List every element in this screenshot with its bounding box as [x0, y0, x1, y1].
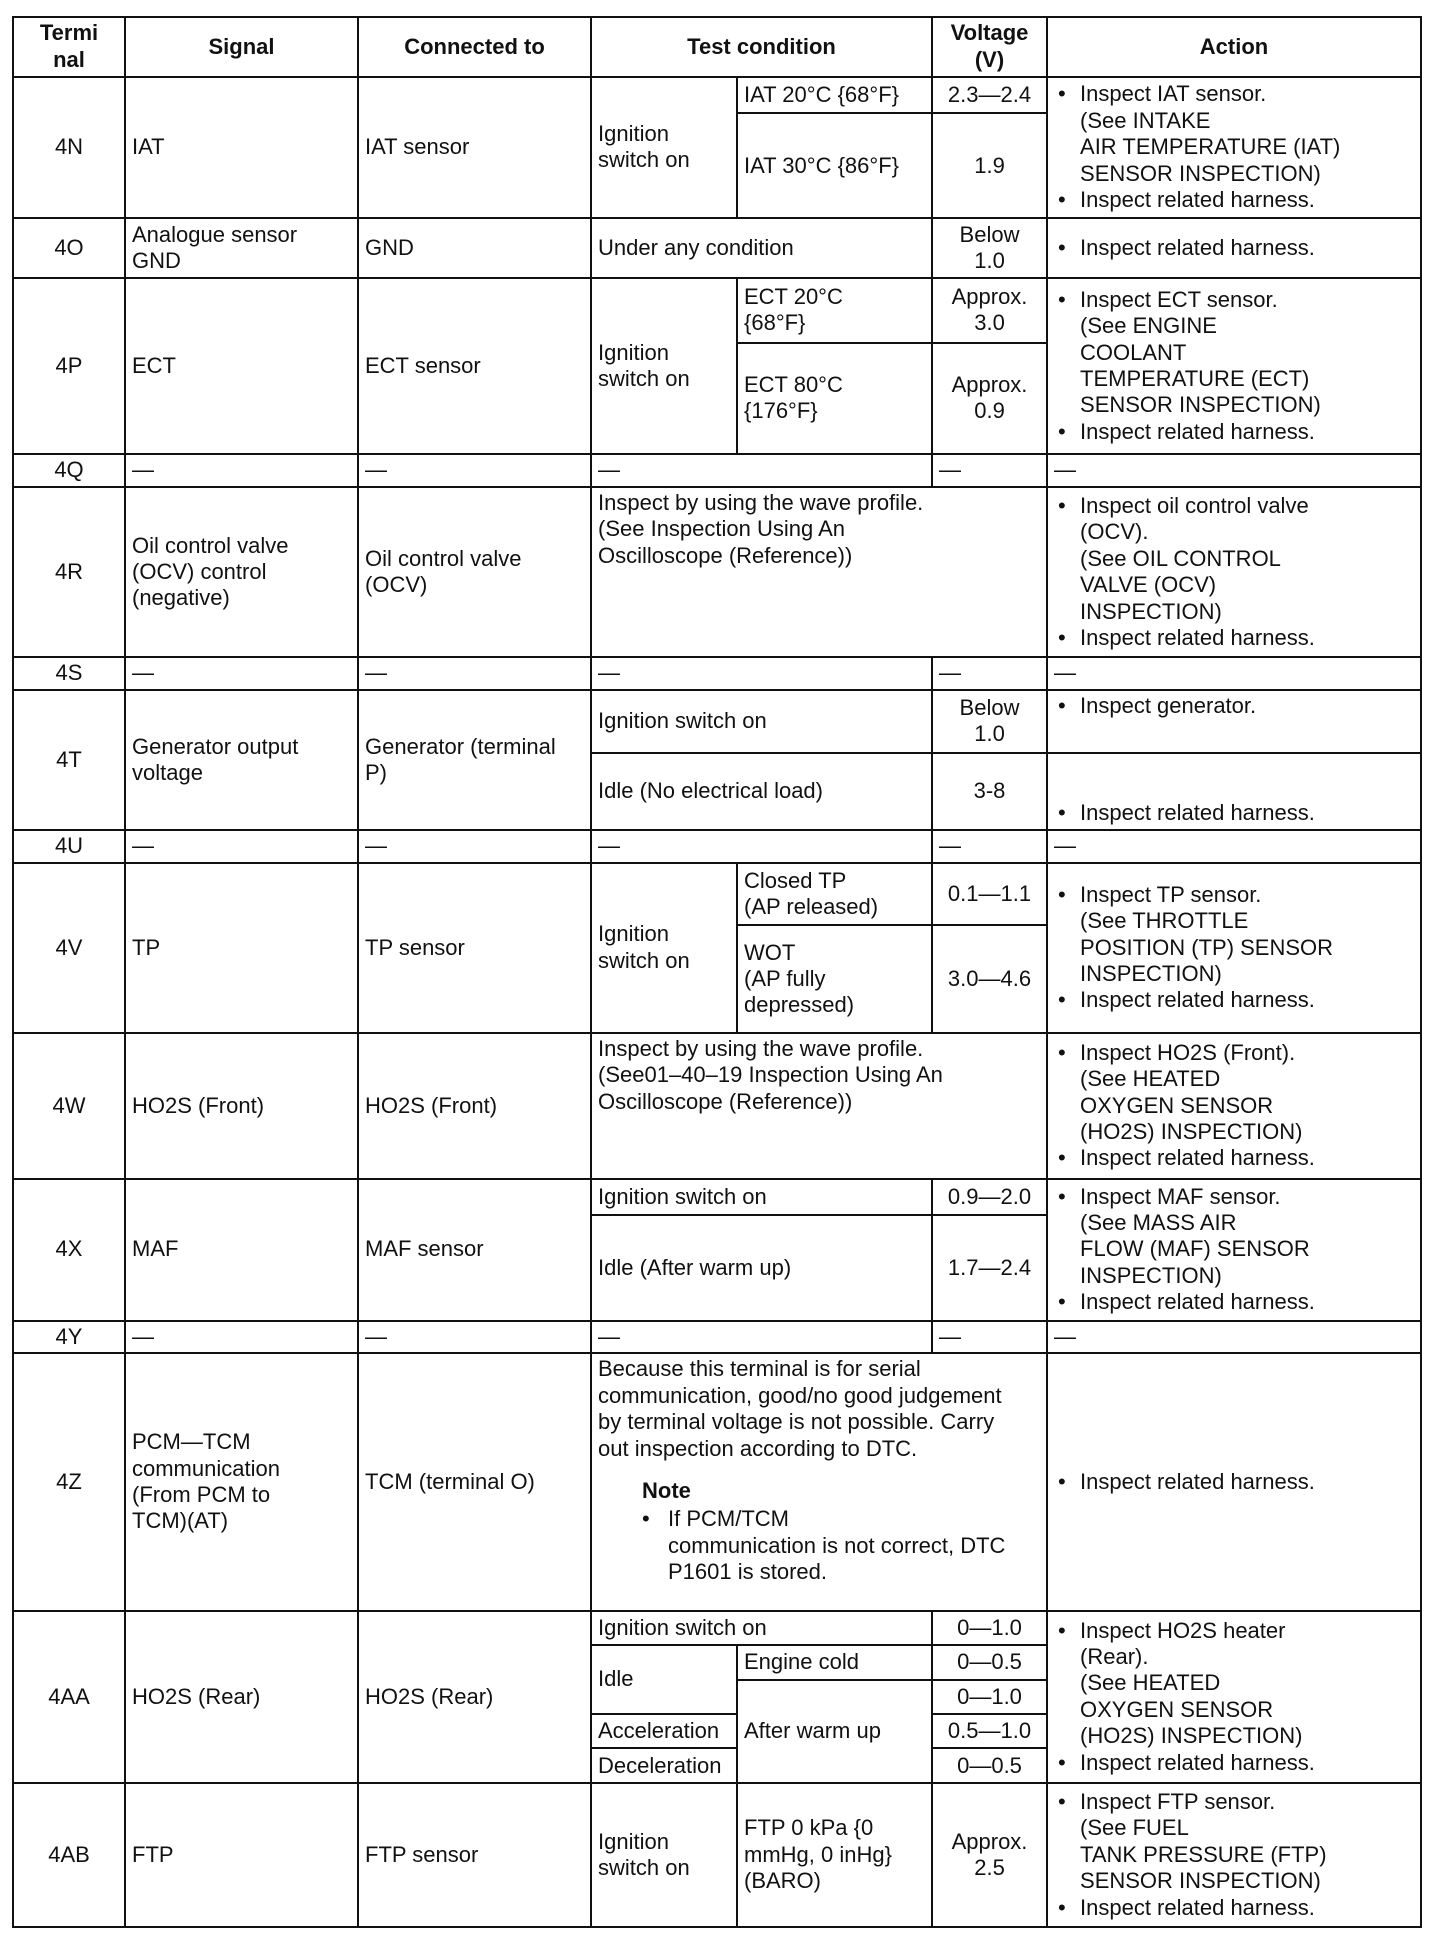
table-row: [13, 218, 1421, 278]
voltage-cell: 0—0.5: [932, 1748, 1047, 1782]
empty-dash: —: [932, 830, 1047, 863]
action-item: • Inspect related harness.: [1054, 800, 1414, 826]
test-condition-cell: Ignition switch on: [591, 690, 932, 753]
test-condition-cell: IAT 30°C {86°F}: [737, 113, 932, 218]
connected-cell: ECT sensor: [358, 278, 591, 454]
header-row: [13, 17, 1421, 77]
empty-dash: —: [591, 830, 932, 863]
terminal-cell: 4Q: [13, 454, 125, 487]
note-item: • If PCM/TCM communication is not correct, DTC P1601 is stored.: [598, 1506, 1040, 1585]
note-title: Note: [642, 1477, 691, 1503]
table-row: [13, 690, 1421, 753]
terminal-cell: 4AA: [13, 1611, 125, 1783]
empty-dash: —: [1047, 1321, 1421, 1354]
terminal-cell: 4AB: [13, 1783, 125, 1927]
test-condition-cell: Ignition switch on: [591, 278, 737, 454]
action-cell: [1047, 278, 1421, 454]
action-item: • Inspect generator.: [1054, 693, 1414, 719]
action-item: • Inspect HO2S (Front). (See HEATED OXYGEN SENSOR (HO2S) INSPECTION): [1054, 1040, 1414, 1146]
table-row: [13, 1353, 1421, 1610]
test-condition-cell: FTP 0 kPa {0 mmHg, 0 inHg} (BARO): [737, 1783, 932, 1927]
voltage-cell: 0—1.0: [932, 1680, 1047, 1714]
empty-dash: —: [1047, 830, 1421, 863]
test-condition-cell: Closed TP (AP released): [737, 863, 932, 926]
empty-dash: —: [358, 657, 591, 690]
table-row: [13, 487, 1421, 657]
table-row: [13, 454, 1421, 487]
action-item: • Inspect related harness.: [1054, 1469, 1414, 1495]
action-cell: [1047, 863, 1421, 1033]
test-condition-cell: WOT (AP fully depressed): [737, 925, 932, 1032]
terminal-cell: 4P: [13, 278, 125, 454]
test-condition-cell: Idle (After warm up): [591, 1215, 932, 1320]
table-row: [13, 1033, 1421, 1179]
action-item: • Inspect related harness.: [1054, 235, 1414, 261]
empty-dash: —: [125, 454, 358, 487]
signal-cell: FTP: [125, 1783, 358, 1927]
action-cell: [1047, 690, 1421, 753]
empty-dash: —: [932, 657, 1047, 690]
action-item: • Inspect MAF sensor. (See MASS AIR FLOW (MAF) SENSOR INSPECTION): [1054, 1184, 1414, 1290]
test-condition-cell: Acceleration: [591, 1714, 737, 1748]
connected-cell: FTP sensor: [358, 1783, 591, 1927]
action-item: • Inspect ECT sensor. (See ENGINE COOLANT TEMPERATURE (ECT) SENSOR INSPECTION): [1054, 287, 1414, 419]
voltage-cell: 0.1—1.1: [932, 863, 1047, 926]
serial-comm-text: Because this terminal is for serial communication, good/no good judgement by terminal voltage is not possible. Carry out inspection according to DTC.: [598, 1356, 1002, 1461]
voltage-cell: 1.9: [932, 113, 1047, 218]
signal-cell: ECT: [125, 278, 358, 454]
test-condition-cell: Inspect by using the wave profile. (See Inspection Using An Oscilloscope (Reference)): [591, 487, 1047, 657]
empty-dash: —: [358, 1321, 591, 1354]
terminal-voltage-table: [12, 16, 1422, 1928]
header-action: Action: [1047, 17, 1421, 77]
empty-dash: —: [125, 830, 358, 863]
connected-cell: MAF sensor: [358, 1179, 591, 1321]
empty-dash: —: [358, 830, 591, 863]
connected-cell: Generator (terminal P): [358, 690, 591, 830]
test-condition-cell: Ignition switch on: [591, 863, 737, 1033]
header-connected-to: Connected to: [358, 17, 591, 77]
action-item: • Inspect related harness.: [1054, 987, 1414, 1013]
test-condition-cell: Inspect by using the wave profile. (See01–40–19 Inspection Using An Oscilloscope (Reference)): [591, 1033, 1047, 1179]
voltage-cell: 3.0—4.6: [932, 925, 1047, 1032]
test-condition-cell: Ignition switch on: [591, 77, 737, 219]
action-item: • Inspect related harness.: [1054, 1289, 1414, 1315]
action-item: • Inspect HO2S heater (Rear). (See HEATED OXYGEN SENSOR (HO2S) INSPECTION): [1054, 1618, 1414, 1750]
action-cell: [1047, 487, 1421, 657]
action-item: • Inspect FTP sensor. (See FUEL TANK PRESSURE (FTP) SENSOR INSPECTION): [1054, 1789, 1414, 1895]
table-row: [13, 77, 1421, 113]
action-item: • Inspect related harness.: [1054, 187, 1414, 213]
header-terminal: Termi nal: [13, 17, 125, 77]
signal-cell: MAF: [125, 1179, 358, 1321]
test-condition-cell: IAT 20°C {68°F}: [737, 77, 932, 113]
action-cell: [1047, 1353, 1421, 1610]
test-condition-cell: Ignition switch on: [591, 1179, 932, 1215]
table-row: [13, 278, 1421, 343]
terminal-cell: 4X: [13, 1179, 125, 1321]
header-voltage: Voltage (V): [932, 17, 1047, 77]
test-condition-cell: [591, 1353, 1047, 1610]
empty-dash: —: [125, 657, 358, 690]
connected-cell: HO2S (Rear): [358, 1611, 591, 1783]
connected-cell: TCM (terminal O): [358, 1353, 591, 1610]
test-condition-cell: Ignition switch on: [591, 1611, 932, 1645]
terminal-cell: 4N: [13, 77, 125, 219]
header-signal: Signal: [125, 17, 358, 77]
test-condition-cell: ECT 80°C {176°F}: [737, 343, 932, 454]
test-condition-cell: ECT 20°C {68°F}: [737, 278, 932, 343]
table-row: [13, 1321, 1421, 1354]
header-test-condition: Test condition: [591, 17, 932, 77]
test-condition-cell: After warm up: [737, 1680, 932, 1783]
voltage-cell: 0—0.5: [932, 1645, 1047, 1679]
signal-cell: HO2S (Front): [125, 1033, 358, 1179]
empty-dash: —: [932, 454, 1047, 487]
test-condition-cell: Under any condition: [591, 218, 932, 278]
signal-cell: HO2S (Rear): [125, 1611, 358, 1783]
table-row: [13, 1179, 1421, 1215]
table-row: [13, 1783, 1421, 1927]
test-condition-cell: Idle (No electrical load): [591, 753, 932, 830]
table-row: [13, 830, 1421, 863]
action-cell: [1047, 1611, 1421, 1783]
action-cell: [1047, 1179, 1421, 1321]
action-cell: [1047, 77, 1421, 219]
empty-dash: —: [1047, 454, 1421, 487]
table-row: [13, 1611, 1421, 1645]
action-cell: [1047, 218, 1421, 278]
action-item: • Inspect related harness.: [1054, 419, 1414, 445]
terminal-cell: 4Y: [13, 1321, 125, 1354]
action-item: • Inspect TP sensor. (See THROTTLE POSITION (TP) SENSOR INSPECTION): [1054, 882, 1414, 988]
empty-dash: —: [591, 657, 932, 690]
voltage-cell: 1.7—2.4: [932, 1215, 1047, 1320]
terminal-cell: 4R: [13, 487, 125, 657]
test-condition-cell: Deceleration: [591, 1748, 737, 1782]
voltage-cell: 3-8: [932, 753, 1047, 830]
terminal-cell: 4V: [13, 863, 125, 1033]
voltage-cell: Below 1.0: [932, 218, 1047, 278]
connected-cell: Oil control valve (OCV): [358, 487, 591, 657]
empty-dash: —: [591, 454, 932, 487]
action-item: • Inspect related harness.: [1054, 1145, 1414, 1171]
empty-dash: —: [125, 1321, 358, 1354]
signal-cell: Generator output voltage: [125, 690, 358, 830]
terminal-cell: 4U: [13, 830, 125, 863]
action-item: • Inspect oil control valve (OCV). (See OIL CONTROL VALVE (OCV) INSPECTION): [1054, 493, 1414, 625]
action-cell: [1047, 1783, 1421, 1927]
action-cell: [1047, 1033, 1421, 1179]
empty-dash: —: [358, 454, 591, 487]
action-item: • Inspect IAT sensor. (See INTAKE AIR TEMPERATURE (IAT) SENSOR INSPECTION): [1054, 81, 1414, 187]
voltage-cell: 2.3—2.4: [932, 77, 1047, 113]
voltage-cell: Approx. 2.5: [932, 1783, 1047, 1927]
empty-dash: —: [1047, 657, 1421, 690]
terminal-cell: 4W: [13, 1033, 125, 1179]
voltage-cell: 0—1.0: [932, 1611, 1047, 1645]
test-condition-cell: Ignition switch on: [591, 1783, 737, 1927]
signal-cell: IAT: [125, 77, 358, 219]
test-condition-cell: Engine cold: [737, 1645, 932, 1679]
connected-cell: IAT sensor: [358, 77, 591, 219]
action-cell: [1047, 753, 1421, 830]
voltage-cell: 0.5—1.0: [932, 1714, 1047, 1748]
test-condition-cell: Idle: [591, 1645, 737, 1714]
connected-cell: TP sensor: [358, 863, 591, 1033]
voltage-cell: Approx. 0.9: [932, 343, 1047, 454]
terminal-cell: 4S: [13, 657, 125, 690]
signal-cell: Oil control valve (OCV) control (negative): [125, 487, 358, 657]
connected-cell: GND: [358, 218, 591, 278]
connected-cell: HO2S (Front): [358, 1033, 591, 1179]
table-row: [13, 657, 1421, 690]
action-item: • Inspect related harness.: [1054, 1895, 1414, 1921]
action-item: • Inspect related harness.: [1054, 625, 1414, 651]
signal-cell: Analogue sensor GND: [125, 218, 358, 278]
empty-dash: —: [591, 1321, 932, 1354]
signal-cell: TP: [125, 863, 358, 1033]
terminal-cell: 4Z: [13, 1353, 125, 1610]
empty-dash: —: [932, 1321, 1047, 1354]
terminal-cell: 4O: [13, 218, 125, 278]
signal-cell: PCM—TCM communication (From PCM to TCM)(AT): [125, 1353, 358, 1610]
voltage-cell: 0.9—2.0: [932, 1179, 1047, 1215]
table-row: [13, 863, 1421, 926]
terminal-cell: 4T: [13, 690, 125, 830]
voltage-cell: Below 1.0: [932, 690, 1047, 753]
voltage-cell: Approx. 3.0: [932, 278, 1047, 343]
action-item: • Inspect related harness.: [1054, 1750, 1414, 1776]
